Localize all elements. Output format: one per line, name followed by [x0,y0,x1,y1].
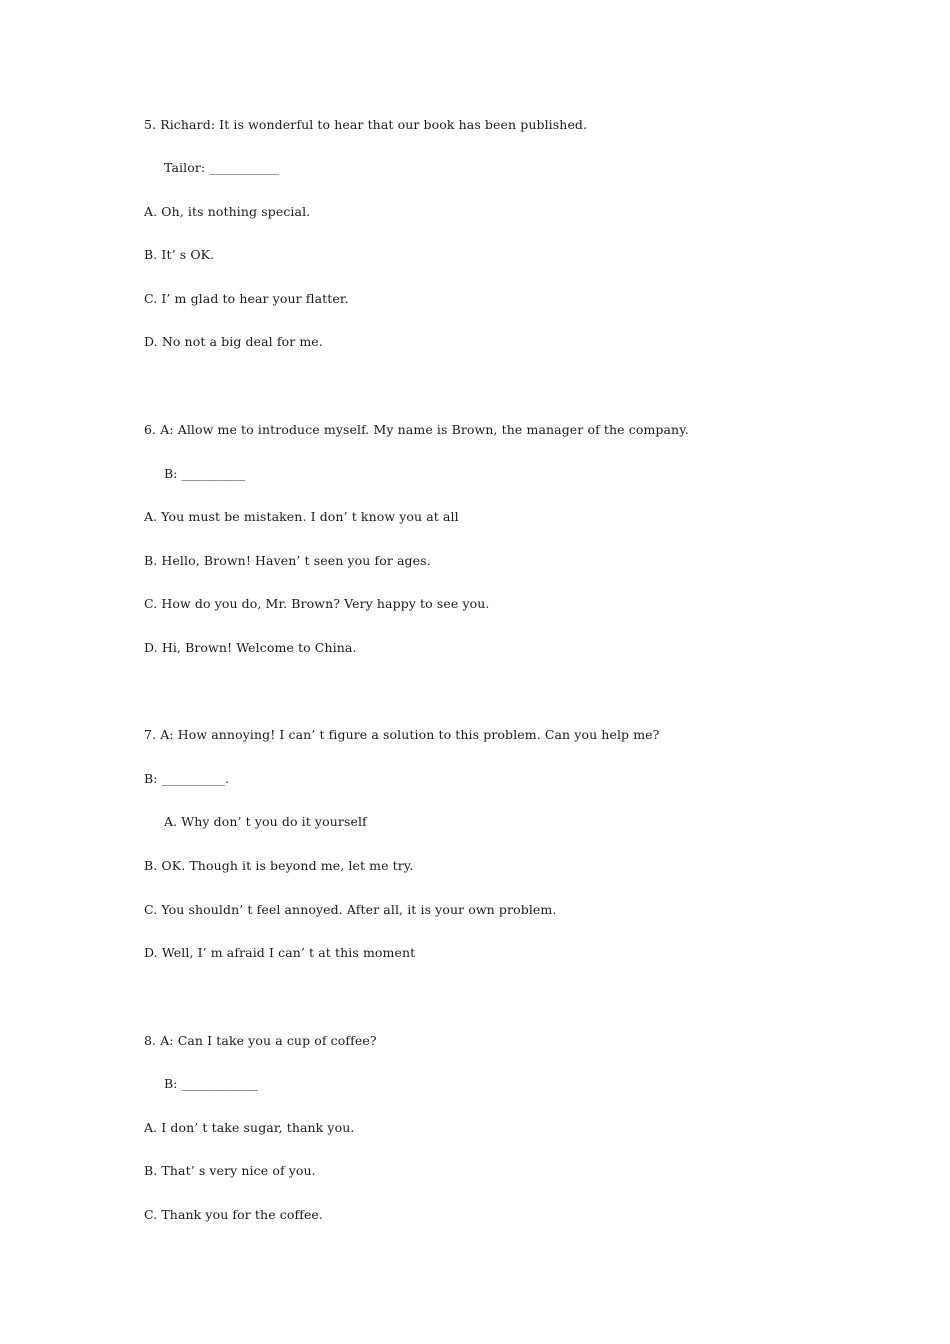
question-6-response-blank: B: __________ [164,466,246,481]
question-8-prompt: 8. A: Can I take you a cup of coffee? [144,1033,377,1048]
question-8-option-b: B. That’ s very nice of you. [144,1163,316,1178]
question-6-option-c: C. How do you do, Mr. Brown? Very happy to see you. [144,596,490,611]
question-8-option-a: A. I don’ t take sugar, thank you. [144,1120,355,1135]
question-5-option-d: D. No not a big deal for me. [144,334,323,349]
question-5-option-b: B. It’ s OK. [144,247,215,262]
question-8-response-blank: B: ____________ [164,1076,258,1091]
question-6-option-d: D. Hi, Brown! Welcome to China. [144,640,357,655]
question-5-option-a: A. Oh, its nothing special. [144,204,311,219]
question-6-prompt: 6. A: Allow me to introduce myself. My name is Brown, the manager of the company. [144,422,689,437]
question-7-option-d: D. Well, I’ m afraid I can’ t at this moment [144,945,416,960]
question-8-option-c: C. Thank you for the coffee. [144,1207,324,1222]
question-7-option-c: C. You shouldn’ t feel annoyed. After all, it is your own problem. [144,902,557,917]
question-7-option-b: B. OK. Though it is beyond me, let me try. [144,858,414,873]
question-7-prompt: 7. A: How annoying! I can’ t figure a solution to this problem. Can you help me? [144,727,660,742]
question-6-option-a: A. You must be mistaken. I don’ t know you at all [144,509,459,524]
question-5-prompt: 5. Richard: It is wonderful to hear that our book has been published. [144,117,588,132]
question-6-option-b: B. Hello, Brown! Haven’ t seen you for ages. [144,553,431,568]
question-7-response-blank: B: __________. [144,771,230,786]
question-5-response-blank: Tailor: ___________ [164,160,280,175]
question-7-option-a: A. Why don’ t you do it yourself [164,814,367,829]
question-5-option-c: C. I’ m glad to hear your flatter. [144,291,349,306]
